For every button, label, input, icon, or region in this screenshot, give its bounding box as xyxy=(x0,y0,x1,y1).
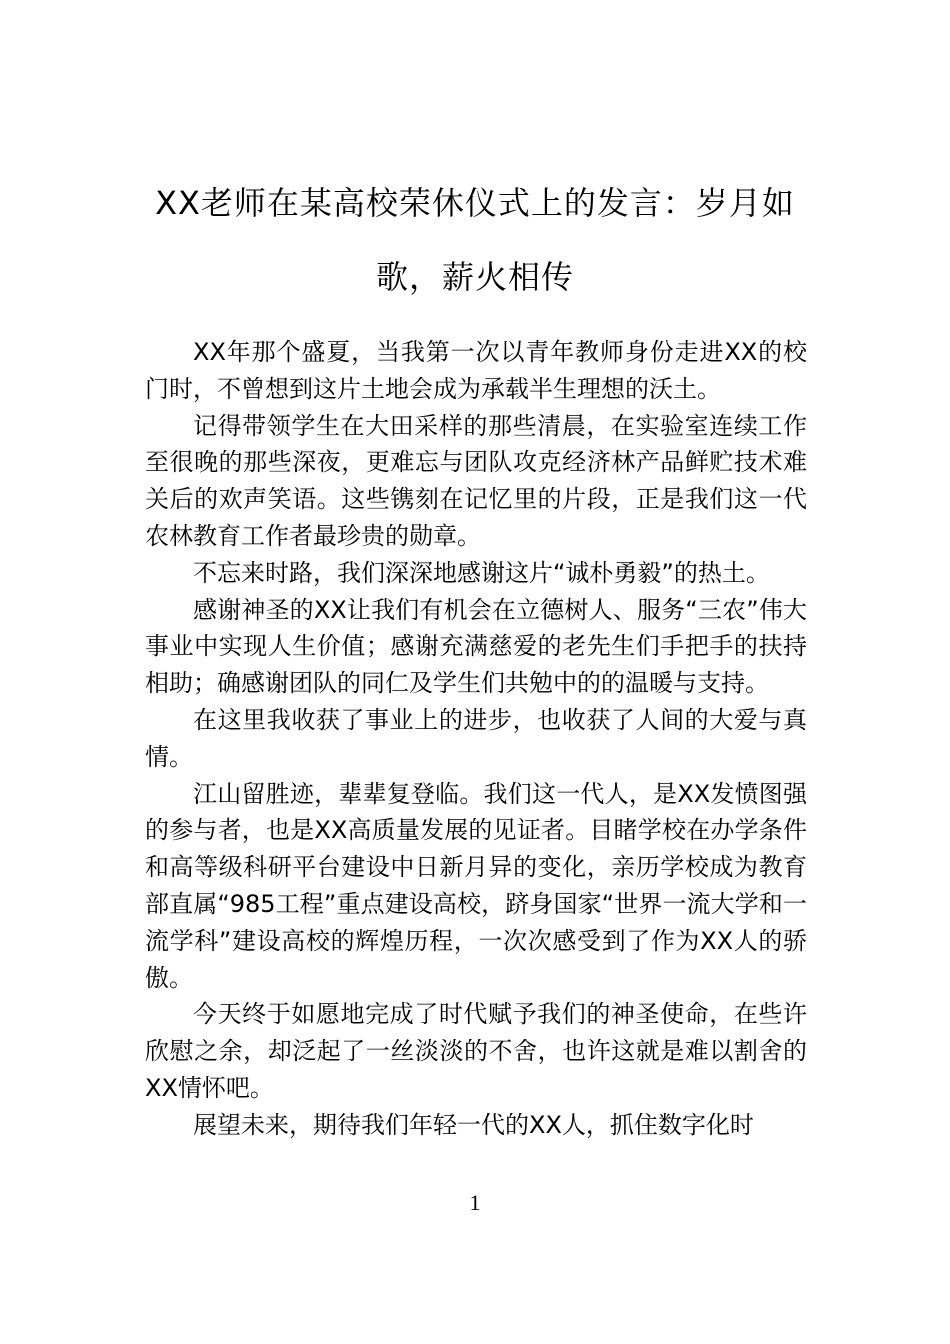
paragraph-4: 感谢神圣的XX让我们有机会在立德树人、服务“三农”伟大事业中实现人生价值；感谢充满慈爱的老先生们手把手的扶持相助；确感谢团队的同仁及学生们共勉中的的温暖与支持。 xyxy=(145,595,807,698)
page-number: 1 xyxy=(469,1190,481,1215)
paragraph-6: 江山留胜迹，辈辈复登临。我们这一代人，是XX发愤图强的参与者，也是XX高质量发展的见证者。目睹学校在办学条件和高等级科研平台建设中日新月异的变化，亲历学校成为教育部直属“985工程”重点建设高校，跻身国家“世界一流大学和一流学科”建设高校的辉煌历程，一次次感受到了作为XX人的骄傲。 xyxy=(145,779,807,992)
paragraph-8: 展望未来，期待我们年轻一代的XX人，抓住数字化时 xyxy=(193,1110,754,1139)
paragraph-2: 记得带领学生在大田采样的那些清晨，在实验室连续工作至很晚的那些深夜，更难忘与团队攻克经济林产品鲜贮技术难关后的欢声笑语。这些镌刻在记忆里的片段，正是我们这一代农林教育工作者最珍贵的勋章。 xyxy=(145,411,807,550)
paragraph-3: 不忘来时路，我们深深地感谢这片“诚朴勇毅”的热土。 xyxy=(193,558,770,587)
document-title: XX老师在某高校荣休仪式上的发言：岁月如歌，薪火相传 xyxy=(155,184,795,296)
paragraph-1: XX年那个盛夏，当我第一次以青年教师身份走进XX的校门时，不曾想到这片土地会成为承载半生理想的沃土。 xyxy=(145,338,807,403)
document-body xyxy=(145,334,807,1170)
paragraph-7: 今天终于如愿地完成了时代赋予我们的神圣使命，在些许欣慰之余，却泛起了一丝淡淡的不舍，也许这就是难以割舍的XX情怀吧。 xyxy=(145,1000,807,1102)
paragraph-5: 在这里我收获了事业上的进步，也收获了人间的大爱与真情。 xyxy=(145,705,807,771)
